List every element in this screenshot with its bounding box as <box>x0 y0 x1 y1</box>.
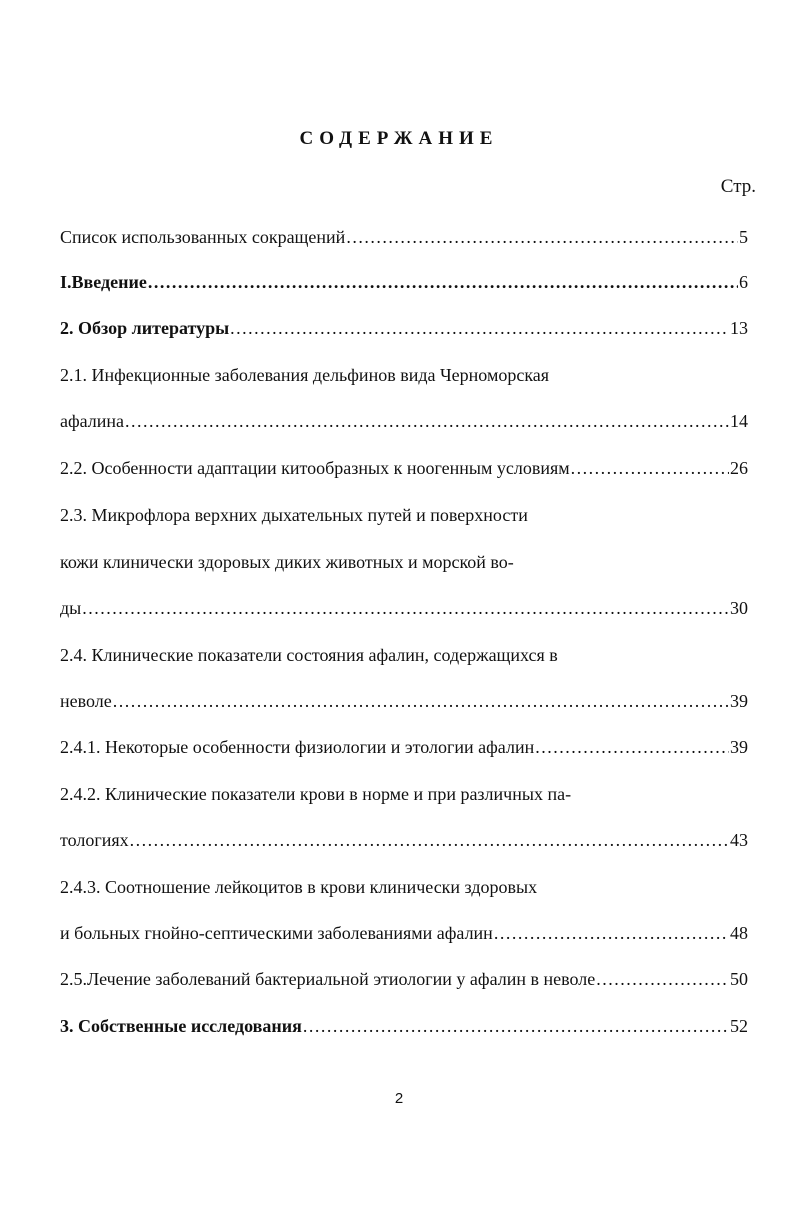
toc-entry-own-research <box>60 1014 748 1038</box>
toc-entry-text: тологиях <box>60 830 129 850</box>
toc-entry-literature-review <box>60 316 748 340</box>
toc-entry-2-4-1 <box>60 735 748 759</box>
page-number: 2 <box>394 1090 404 1107</box>
toc-entry-2-3-line1: 2.3. Микрофлора верхних дыхательных путей и поверхности <box>60 505 528 525</box>
dot-leader <box>346 225 738 249</box>
page-title: СОДЕРЖАНИЕ <box>299 128 499 149</box>
toc-entry-2-4-3-line1: 2.4.3. Соотношение лейкоцитов в крови клинически здоровых <box>60 877 538 897</box>
dot-leader <box>230 316 729 340</box>
toc-entry-2-4-3-line2 <box>60 921 748 945</box>
toc-entry-text: I.Введение <box>60 272 147 292</box>
toc-entry-text: 2.5.Лечение заболеваний бактериальной этиологии у афалин в неволе <box>60 969 596 989</box>
toc-entry-page: 52 <box>730 1016 748 1036</box>
toc-entry-text: афалина <box>60 411 125 431</box>
toc-entry-page: 14 <box>730 411 748 431</box>
toc-entry-page: 5 <box>739 227 748 247</box>
dot-leader <box>535 735 729 759</box>
dot-leader <box>130 828 729 852</box>
toc-entry-page: 30 <box>730 598 748 618</box>
toc-entry-abbreviations <box>60 225 748 249</box>
toc-entry-2-5 <box>60 967 748 991</box>
dot-leader <box>82 596 729 620</box>
page-column-header: Стр. <box>720 176 756 197</box>
toc-entry-2-4-line2 <box>60 689 748 713</box>
dot-leader <box>113 689 729 713</box>
toc-entry-text: неволе <box>60 691 112 711</box>
toc-entry-text: 2. Обзор литературы <box>60 318 230 338</box>
dot-leader <box>571 456 729 480</box>
toc-entry-text: Список использованных сокращений <box>60 227 346 247</box>
toc-entry-page: 43 <box>730 830 748 850</box>
toc-entry-2-4-line1: 2.4. Клинические показатели состояния афалин, содержащихся в <box>60 645 558 665</box>
toc-entry-2-1-line1: 2.1. Инфекционные заболевания дельфинов вида Черноморская <box>60 365 550 385</box>
toc-entry-text: 2.2. Особенности адаптации китообразных к ноогенным условиям <box>60 458 570 478</box>
toc-entry-page: 39 <box>730 691 748 711</box>
toc-entry-page: 6 <box>739 272 748 292</box>
dot-leader <box>148 270 738 294</box>
toc-entry-text: 3. Собственные исследования <box>60 1016 302 1036</box>
toc-entry-2-3-line2: кожи клинически здоровых диких животных и морской во- <box>60 552 514 572</box>
toc-entry-text: 2.4.1. Некоторые особенности физиологии и этологии афалин <box>60 737 535 757</box>
toc-entry-2-4-2-line1: 2.4.2. Клинические показатели крови в норме и при различных па- <box>60 784 572 804</box>
toc-entry-text: ды <box>60 598 82 618</box>
toc-entry-text: и больных гнойно-септическими заболеваниями афалин <box>60 923 493 943</box>
toc-entry-2-2 <box>60 456 748 480</box>
dot-leader <box>125 409 729 433</box>
toc-entry-page: 13 <box>730 318 748 338</box>
toc-entry-page: 50 <box>730 969 748 989</box>
toc-entry-2-1-line2 <box>60 409 748 433</box>
toc-entry-page: 26 <box>730 458 748 478</box>
dot-leader <box>596 967 729 991</box>
dot-leader <box>494 921 729 945</box>
toc-entry-2-4-2-line2 <box>60 828 748 852</box>
dot-leader <box>303 1014 729 1038</box>
toc-entry-introduction <box>60 270 748 294</box>
toc-entry-page: 39 <box>730 737 748 757</box>
toc-entry-2-3-line3 <box>60 596 748 620</box>
toc-entry-page: 48 <box>730 923 748 943</box>
